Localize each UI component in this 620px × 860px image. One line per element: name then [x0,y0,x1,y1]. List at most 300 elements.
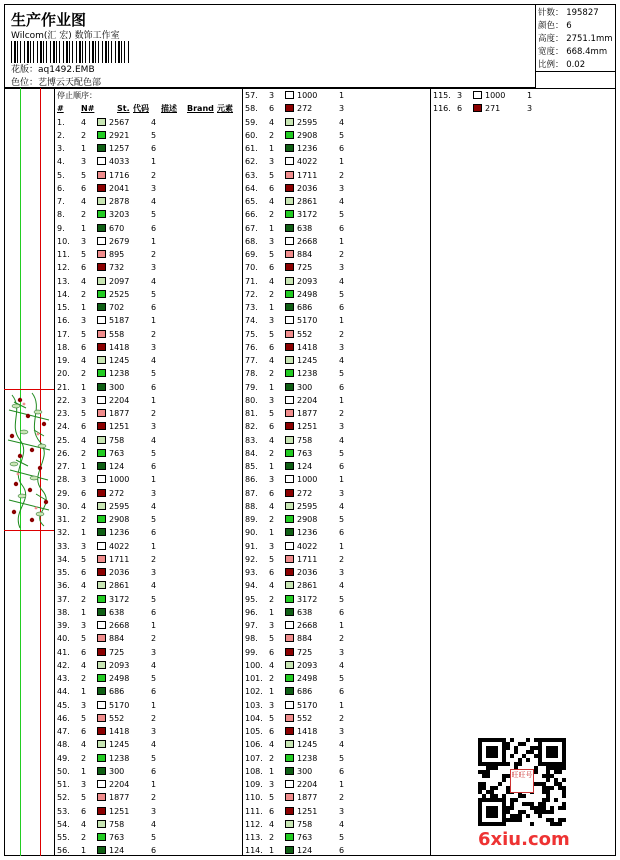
table-row [57,447,240,460]
row-element: 2 [151,170,157,180]
row-element: 5 [151,289,157,299]
color-swatch [285,634,294,642]
row-stitches: 670 [109,223,125,233]
row-element: 5 [339,594,345,604]
row-needle: 2 [269,594,275,604]
row-index: 62. [245,157,258,167]
row-element: 2 [339,329,345,339]
row-index: 83. [245,435,258,445]
row-needle: 6 [269,422,275,432]
row-index: 82. [245,422,258,432]
row-needle: 4 [81,819,87,829]
row-element: 1 [339,475,345,485]
color-swatch [285,422,294,430]
row-element: 1 [339,91,345,100]
row-needle: 6 [269,342,275,352]
row-element: 6 [151,528,157,538]
color-swatch [285,687,294,695]
table-row [57,699,240,712]
color-swatch [97,833,106,841]
row-needle: 6 [269,647,275,657]
row-stitches: 2668 [297,621,318,630]
row-index: 102. [245,687,263,697]
color-swatch [97,263,106,271]
row-element: 6 [151,462,157,471]
row-element: 2 [339,170,345,180]
row-stitches: 1251 [297,422,318,432]
row-needle: 3 [457,91,463,100]
table-row [57,752,240,765]
row-stitches: 2595 [297,501,318,511]
qr-module [554,798,558,802]
row-index: 8. [57,210,65,220]
seal-stamp: 旺旺号 [510,769,534,793]
row-index: 112. [245,819,263,829]
row-element: 3 [151,422,157,432]
color-swatch [97,383,106,391]
row-element: 4 [151,501,157,511]
table-row [245,155,428,168]
row-index: 67. [245,223,258,233]
qr-module [530,822,534,826]
company-name: Wilcom(汇 宏) 数饰工作室 [11,31,120,41]
color-swatch [97,449,106,457]
color-swatch [285,197,294,205]
row-stitches: 5170 [297,316,318,326]
row-index: 21. [57,382,70,392]
row-element: 6 [339,766,345,776]
table-row [57,632,240,645]
row-index: 72. [245,289,258,299]
row-needle: 5 [269,170,275,180]
table-row [57,606,240,619]
table-row [245,566,428,579]
row-stitches: 638 [297,223,313,233]
table-row [245,685,428,698]
row-stitches: 1877 [297,409,318,418]
row-index: 100. [245,660,263,670]
row-index: 46. [57,713,70,723]
row-index: 79. [245,382,258,392]
color-swatch [473,91,482,99]
qr-module [562,806,566,810]
row-stitches: 3172 [297,594,318,604]
row-needle: 5 [269,793,275,803]
row-index: 32. [57,528,70,538]
table-row [57,818,240,831]
row-needle: 1 [81,382,87,392]
row-element: 1 [151,541,157,551]
qr-module [494,786,498,790]
color-swatch [285,330,294,338]
color-swatch [97,462,106,470]
table-row [57,844,240,857]
page-title: 生产作业图 [11,11,87,29]
table-row [245,765,428,778]
row-needle: 5 [81,713,87,723]
table-row [245,791,428,804]
row-needle: 6 [81,263,87,273]
row-element: 3 [151,568,157,577]
row-stitches: 2595 [109,501,130,511]
row-element: 5 [151,753,157,763]
qr-module [550,786,554,790]
table-row [57,208,240,221]
row-needle: 1 [269,766,275,776]
color-swatch [285,701,294,709]
table-row [57,500,240,513]
row-stitches: 552 [297,329,313,339]
qr-module [562,778,566,782]
row-stitches: 686 [109,687,125,697]
row-needle: 1 [81,687,87,697]
row-element: 1 [527,91,533,100]
row-element: 3 [339,183,345,193]
qr-module [526,738,530,742]
table-row [245,487,428,500]
row-index: 37. [57,594,70,604]
row-needle: 3 [81,700,87,710]
row-stitches: 758 [109,435,125,445]
color-swatch [97,237,106,245]
col-header-desc: 描述 [161,104,177,114]
row-index: 96. [245,607,258,617]
barcode-image [11,41,131,63]
table-row [57,672,240,685]
table-row [245,314,428,327]
row-index: 5. [57,170,65,180]
row-stitches: 1000 [485,91,506,100]
table-row [57,314,240,327]
row-stitches: 272 [297,488,313,498]
row-stitches: 2204 [297,395,318,405]
row-index: 30. [57,501,70,511]
color-swatch [97,356,106,364]
column-divider [430,88,431,856]
color-swatch [285,131,294,139]
row-element: 1 [339,395,345,405]
row-needle: 2 [269,515,275,524]
row-index: 17. [57,329,70,339]
qr-module [514,798,518,802]
table-row [245,420,428,433]
color-swatch [285,595,294,603]
row-index: 114. [245,846,263,856]
row-stitches: 725 [109,647,125,657]
qr-module [522,742,526,746]
color-swatch [97,648,106,656]
qr-module [506,762,510,766]
color-swatch [97,780,106,788]
table-row [57,579,240,592]
color-swatch [285,171,294,179]
row-index: 85. [245,462,258,471]
color-swatch [285,343,294,351]
row-element: 3 [151,727,157,736]
color-swatch [97,608,106,616]
color-swatch [285,475,294,483]
row-needle: 3 [81,541,87,551]
table-header [57,102,240,115]
table-row [57,195,240,208]
row-needle: 1 [81,462,87,471]
row-index: 74. [245,316,258,326]
row-needle: 2 [81,448,87,458]
row-element: 5 [339,210,345,220]
table-row [245,354,428,367]
row-index: 45. [57,700,70,710]
row-index: 23. [57,409,70,418]
table-row [245,752,428,765]
row-index: 1. [57,117,65,127]
row-stitches: 2525 [109,289,130,299]
row-element: 4 [339,581,345,591]
table-row [57,301,240,314]
row-needle: 2 [81,289,87,299]
row-stitches: 758 [297,819,313,829]
table-row [57,381,240,394]
row-needle: 1 [81,223,87,233]
row-stitches: 124 [297,462,313,471]
row-index: 107. [245,753,263,763]
row-stitches: 2921 [109,130,130,140]
row-index: 88. [245,501,258,511]
row-stitches: 2036 [109,568,130,577]
row-element: 5 [339,753,345,763]
row-element: 3 [339,727,345,736]
table-row [57,367,240,380]
row-needle: 5 [81,554,87,564]
row-needle: 5 [81,170,87,180]
row-element: 6 [339,382,345,392]
color-swatch [97,343,106,351]
col-header-needle: N# [81,104,95,114]
row-element: 2 [151,634,157,644]
row-stitches: 2861 [297,581,318,591]
table-row [433,89,613,102]
table-row [245,89,428,102]
row-needle: 5 [81,409,87,418]
row-index: 116. [433,104,451,114]
row-needle: 4 [81,660,87,670]
row-index: 49. [57,753,70,763]
table-row [245,288,428,301]
color-swatch [285,144,294,152]
table-row [245,222,428,235]
color-swatch [285,184,294,192]
row-element: 2 [339,713,345,723]
row-needle: 4 [269,819,275,829]
color-swatch [97,727,106,735]
qr-module [494,754,498,758]
row-element: 3 [339,806,345,816]
color-swatch [285,383,294,391]
row-element: 5 [339,674,345,683]
row-index: 87. [245,488,258,498]
table-row [245,394,428,407]
row-stitches: 1000 [297,475,318,485]
row-element: 1 [339,236,345,246]
row-stitches: 638 [109,607,125,617]
qr-module [518,762,522,766]
col-header-stitches: St. [117,104,130,114]
row-index: 12. [57,263,70,273]
row-stitches: 552 [297,713,313,723]
row-element: 4 [151,581,157,591]
row-stitches: 2668 [297,236,318,246]
row-stitches: 2204 [109,395,130,405]
row-needle: 3 [81,395,87,405]
row-element: 3 [527,104,533,114]
row-stitches: 2093 [109,660,130,670]
row-stitches: 1238 [109,369,130,379]
row-element: 3 [339,342,345,352]
row-index: 99. [245,647,258,657]
row-stitches: 1877 [109,409,130,418]
table-row [57,341,240,354]
row-needle: 1 [269,382,275,392]
color-swatch [97,224,106,232]
color-swatch [285,515,294,523]
row-index: 70. [245,263,258,273]
row-element: 3 [339,647,345,657]
row-needle: 1 [269,528,275,538]
color-swatch [97,489,106,497]
color-swatch [285,820,294,828]
row-stitches: 2093 [297,660,318,670]
row-needle: 3 [269,316,275,326]
table-row [245,712,428,725]
color-swatch [97,714,106,722]
embroidery-preview-image [4,390,54,530]
row-index: 91. [245,541,258,551]
row-needle: 3 [81,236,87,246]
row-needle: 3 [269,621,275,630]
color-swatch [285,237,294,245]
row-element: 4 [151,660,157,670]
col-header-element: 元素 [217,104,233,114]
row-stitches: 1245 [297,356,318,365]
table-row [245,619,428,632]
table-row [57,487,240,500]
row-needle: 1 [269,687,275,697]
color-swatch [97,754,106,762]
row-stitches: 1236 [109,528,130,538]
color-swatch [285,118,294,126]
color-swatch [97,740,106,748]
row-needle: 5 [81,250,87,259]
table-row [245,699,428,712]
row-index: 43. [57,674,70,683]
table-row [433,102,613,115]
row-element: 4 [339,660,345,670]
row-element: 4 [339,197,345,206]
row-needle: 3 [81,780,87,789]
row-element: 4 [339,740,345,750]
row-index: 75. [245,329,258,339]
table-row [57,354,240,367]
color-swatch [285,780,294,788]
row-stitches: 2595 [297,117,318,127]
row-stitches: 1877 [109,793,130,803]
row-element: 6 [339,303,345,312]
table-row [245,526,428,539]
row-index: 78. [245,369,258,379]
row-index: 66. [245,210,258,220]
row-element: 1 [151,700,157,710]
table-row [245,500,428,513]
qr-module [546,798,550,802]
row-stitches: 686 [297,303,313,312]
row-stitches: 2861 [297,197,318,206]
color-swatch [97,197,106,205]
color-swatch [285,91,294,99]
row-element: 1 [151,621,157,630]
row-needle: 1 [81,528,87,538]
row-element: 2 [151,713,157,723]
color-swatch [97,568,106,576]
row-stitches: 2041 [109,183,130,193]
row-needle: 5 [269,409,275,418]
row-element: 1 [339,316,345,326]
color-swatch [97,330,106,338]
color-swatch [285,409,294,417]
row-needle: 2 [81,833,87,842]
row-needle: 4 [81,117,87,127]
row-needle: 6 [457,104,463,114]
row-index: 81. [245,409,258,418]
row-index: 2. [57,130,65,140]
row-element: 5 [151,210,157,220]
row-needle: 3 [269,395,275,405]
color-swatch [97,131,106,139]
qr-module [514,750,518,754]
color-swatch [285,489,294,497]
row-needle: 2 [269,210,275,220]
row-stitches: 1238 [109,753,130,763]
row-needle: 1 [269,144,275,153]
qr-module [502,822,506,826]
row-index: 27. [57,462,70,471]
row-stitches: 2498 [297,289,318,299]
table-row [57,791,240,804]
row-element: 1 [151,316,157,326]
row-element: 1 [151,780,157,789]
row-stitches: 2861 [109,581,130,591]
row-index: 57. [245,91,258,100]
table-row [245,434,428,447]
table-row [57,328,240,341]
row-index: 29. [57,488,70,498]
row-stitches: 1257 [109,144,130,153]
row-needle: 2 [81,753,87,763]
row-element: 3 [151,342,157,352]
row-index: 50. [57,766,70,776]
row-index: 103. [245,700,263,710]
row-needle: 1 [81,607,87,617]
row-index: 51. [57,780,70,789]
row-index: 76. [245,342,258,352]
color-table-column-2 [245,89,428,858]
qr-module [562,818,566,822]
row-needle: 4 [81,276,87,286]
row-stitches: 1000 [297,91,318,100]
row-needle: 2 [269,289,275,299]
row-needle: 2 [269,674,275,683]
color-swatch [97,422,106,430]
table-row [245,116,428,129]
color-swatch [285,157,294,165]
